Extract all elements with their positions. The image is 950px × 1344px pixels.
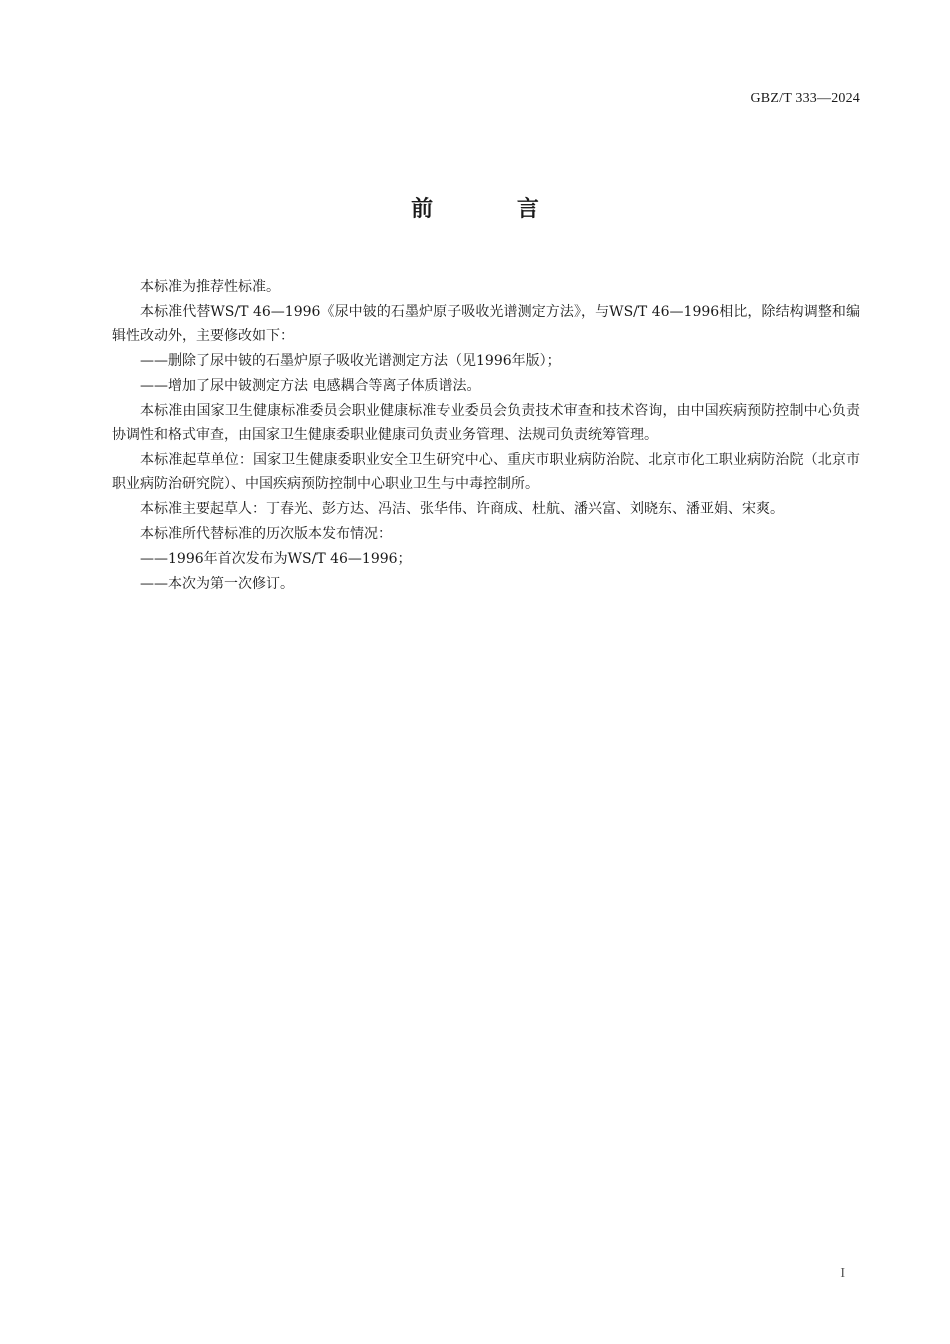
paragraph-drafters: 本标准主要起草人：丁春光、彭方达、冯洁、张华伟、许商成、杜航、潘兴富、刘晓东、潘亚娟、宋爽。 xyxy=(140,501,784,517)
paragraph-drafting-units: 本标准起草单位：国家卫生健康委职业安全卫生研究中心、重庆市职业病防治院、北京市化工职业病防治院（北京市职业病防治研究院）、中国疾病预防控制中心职业卫生与中毒控制所。 xyxy=(112,452,860,492)
standard-code: GBZ/T 333—2024 xyxy=(750,91,860,106)
page-number: I xyxy=(840,1266,845,1281)
paragraph-history-1996: ——1996年首次发布为WS/T 46—1996； xyxy=(140,551,412,567)
paragraph-recommended-standard: 本标准为推荐性标准。 xyxy=(140,279,280,295)
page-title: 前 言 xyxy=(411,197,577,222)
foreword-body xyxy=(112,275,860,597)
paragraph-change-deleted: ——删除了尿中铍的石墨炉原子吸收光谱测定方法（见1996年版）； xyxy=(140,353,561,369)
paragraph-responsible-bodies: 本标准由国家卫生健康标准委员会职业健康标准专业委员会负责技术审查和技术咨询，由中国疾病预防控制中心负责协调性和格式审查，由国家卫生健康委职业健康司负责业务管理、法规司负责统筹管理。 xyxy=(112,403,860,443)
paragraph-replacement: 本标准代替WS/T 46—1996《尿中铍的石墨炉原子吸收光谱测定方法》，与WS/T 46—1996相比，除结构调整和编辑性改动外，主要修改如下： xyxy=(112,304,860,344)
paragraph-history-intro: 本标准所代替标准的历次版本发布情况： xyxy=(140,526,392,542)
paragraph-change-added: ——增加了尿中铍测定方法 电感耦合等离子体质谱法。 xyxy=(140,378,481,394)
paragraph-history-current: ——本次为第一次修订。 xyxy=(140,576,294,592)
